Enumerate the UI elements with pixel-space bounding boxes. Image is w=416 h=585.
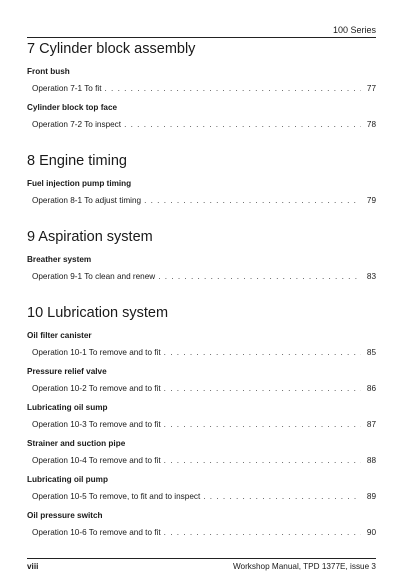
group-title: Oil filter canister — [27, 331, 92, 340]
toc-entry[interactable] — [27, 194, 376, 207]
spacer — [27, 131, 376, 149]
dot-leader — [144, 194, 361, 207]
group-title: Lubricating oil pump — [27, 475, 108, 484]
toc-entry-page: 88 — [366, 456, 376, 465]
toc-entry[interactable] — [27, 490, 376, 503]
group-title: Pressure relief valve — [27, 367, 107, 376]
toc-entry-page: 86 — [366, 384, 376, 393]
spacer — [27, 283, 376, 301]
section-title: 10 Lubrication system — [27, 305, 169, 321]
group-title: Front bush — [27, 67, 70, 76]
section-lubrication — [27, 301, 376, 539]
toc-entry[interactable] — [27, 346, 376, 359]
group-title: Cylinder block top face — [27, 103, 118, 112]
section-title: 9 Aspiration system — [27, 229, 153, 245]
group-title: Breather system — [27, 255, 92, 264]
toc-entry[interactable] — [27, 382, 376, 395]
group-title: Oil pressure switch — [27, 511, 103, 520]
toc-entry-page: 87 — [366, 420, 376, 429]
toc-entry[interactable] — [27, 82, 376, 95]
dot-leader — [164, 346, 361, 359]
toc-entry-page: 77 — [366, 84, 376, 93]
toc-entry-text: Operation 10-3 To remove and to fit — [32, 420, 161, 429]
toc-entry-page: 78 — [366, 120, 376, 129]
group-title: Strainer and suction pipe — [27, 439, 126, 448]
group-title: Lubricating oil sump — [27, 403, 108, 412]
footer-rule — [27, 558, 376, 559]
toc-entry-text: Operation 10-2 To remove and to fit — [32, 384, 161, 393]
toc-content — [27, 37, 376, 539]
section-title: 7 Cylinder block assembly — [27, 41, 196, 57]
dot-leader — [203, 490, 361, 503]
toc-entry-page: 83 — [366, 272, 376, 281]
toc-entry-text: Operation 10-4 To remove and to fit — [32, 456, 161, 465]
toc-entry[interactable] — [27, 270, 376, 283]
toc-entry-page: 79 — [366, 196, 376, 205]
dot-leader — [124, 118, 361, 131]
toc-entry-text: Operation 7-1 To fit — [32, 84, 102, 93]
toc-entry-page: 89 — [366, 492, 376, 501]
toc-entry[interactable] — [27, 118, 376, 131]
toc-entry-text: Operation 10-1 To remove and to fit — [32, 348, 161, 357]
section-title: 8 Engine timing — [27, 153, 127, 169]
dot-leader — [104, 82, 361, 95]
footer-manual-reference: Workshop Manual, TPD 1377E, issue 3 — [232, 562, 376, 571]
toc-entry-page: 85 — [366, 348, 376, 357]
dot-leader — [158, 270, 361, 283]
toc-entry-text: Operation 7-2 To inspect — [32, 120, 122, 129]
dot-leader — [164, 454, 361, 467]
dot-leader — [164, 382, 361, 395]
dot-leader — [164, 418, 361, 431]
section-aspiration — [27, 225, 376, 283]
toc-entry-text: Operation 10-5 To remove, to fit and to inspect — [32, 492, 201, 501]
section-cylinder-block — [27, 37, 376, 131]
toc-entry-text: Operation 10-6 To remove and to fit — [32, 528, 161, 537]
toc-entry[interactable] — [27, 418, 376, 431]
toc-entry[interactable] — [27, 526, 376, 539]
toc-entry-text: Operation 8-1 To adjust timing — [32, 196, 142, 205]
toc-entry[interactable] — [27, 454, 376, 467]
toc-entry-page: 90 — [366, 528, 376, 537]
footer-page-number: viii — [27, 562, 39, 571]
toc-entry-text: Operation 9-1 To clean and renew — [32, 272, 156, 281]
group-title: Fuel injection pump timing — [27, 179, 132, 188]
section-engine-timing — [27, 149, 376, 207]
header-series: 100 Series — [332, 25, 376, 35]
dot-leader — [164, 526, 361, 539]
spacer — [27, 207, 376, 225]
